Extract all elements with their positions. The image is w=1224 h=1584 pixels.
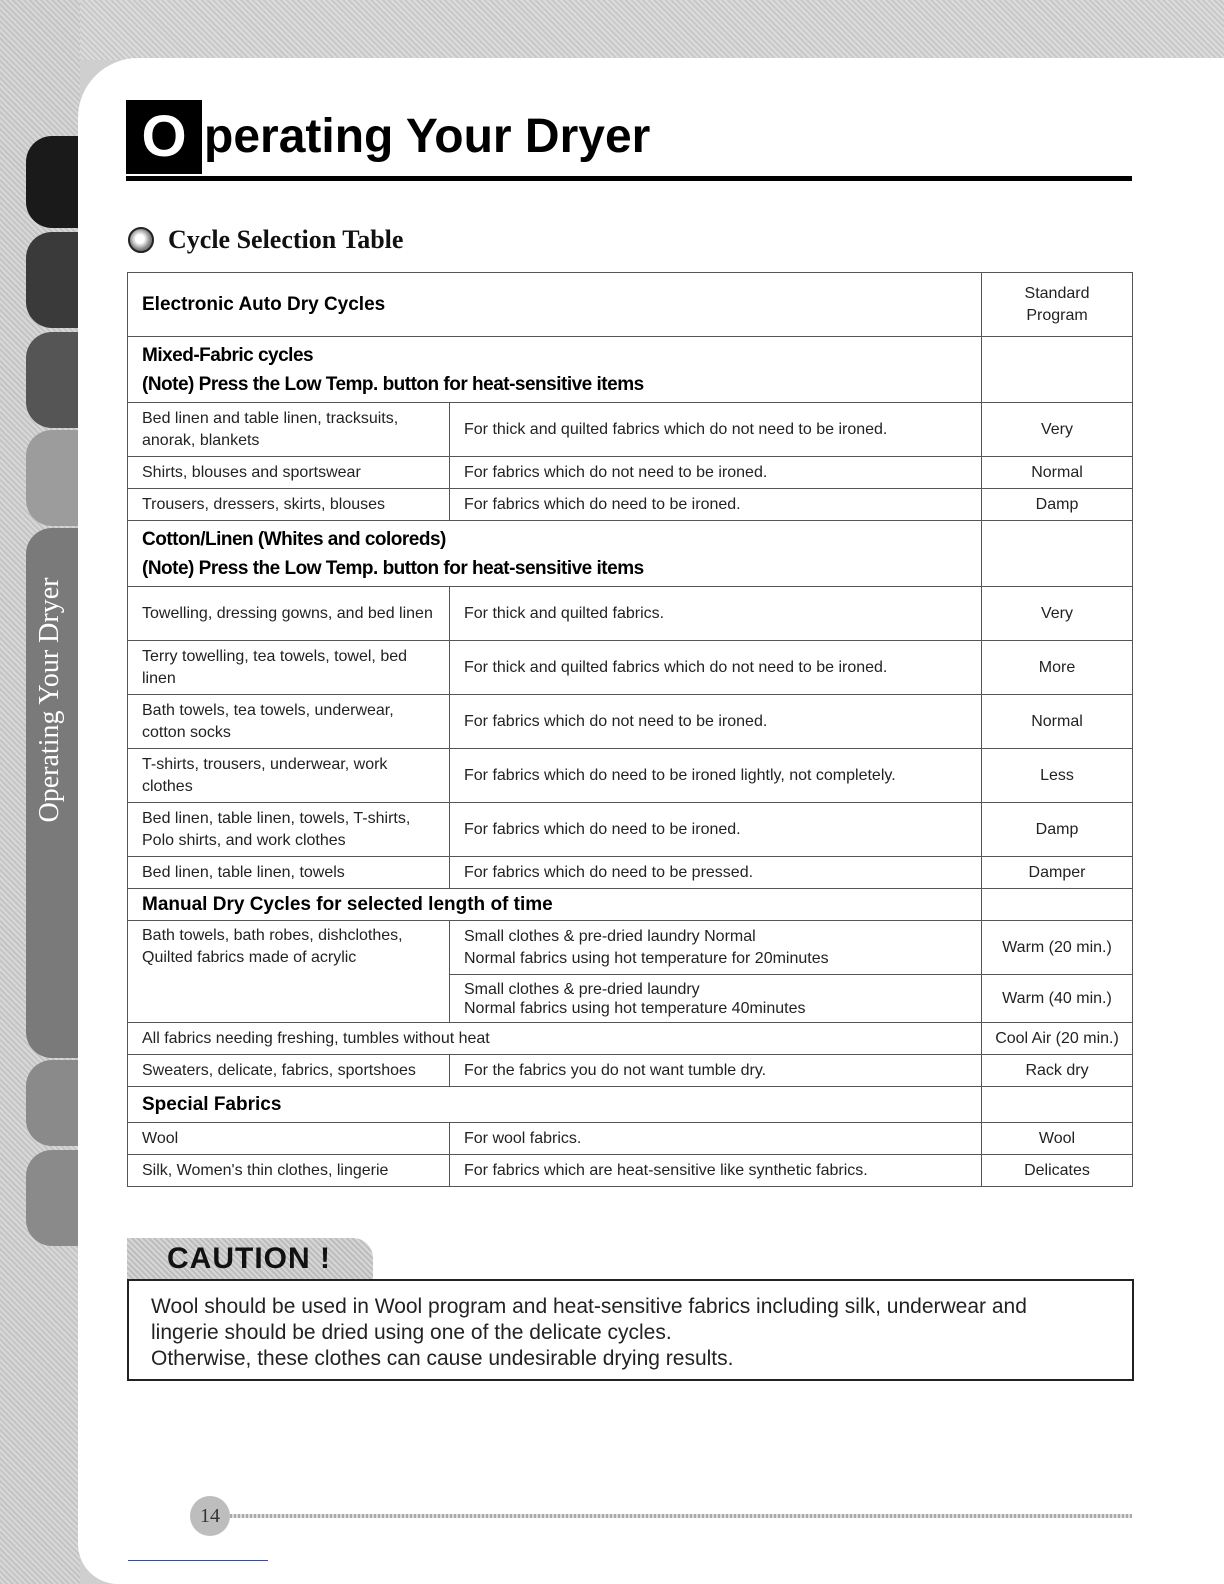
desc-cell: All fabrics needing freshing, tumbles without heat xyxy=(128,1023,982,1055)
table-row xyxy=(128,975,1133,1023)
table-row xyxy=(128,641,1133,695)
cycle-selection-table xyxy=(127,272,1133,1187)
section-cell xyxy=(128,337,982,403)
desc-cell: For fabrics which do not need to be ironed. xyxy=(450,695,982,749)
section-note: (Note) Press the Low Temp. button for heat-sensitive items xyxy=(142,373,644,395)
program-cell: Warm (40 min.) xyxy=(982,975,1133,1023)
page-number: 14 xyxy=(200,1505,220,1527)
chapter-tab xyxy=(26,1150,80,1246)
header-cell-program xyxy=(982,273,1133,337)
section-row-cotton xyxy=(128,521,1133,587)
section-title: Manual Dry Cycles for selected length of time xyxy=(128,889,982,921)
page-title xyxy=(126,100,1132,181)
section-cell xyxy=(128,521,982,587)
item-cell: Trousers, dressers, skirts, blouses xyxy=(128,489,450,521)
header-program-line: Standard xyxy=(1024,284,1090,302)
program-cell: Delicates xyxy=(982,1155,1133,1187)
chapter-tab xyxy=(26,232,80,328)
empty-cell xyxy=(982,889,1133,921)
section-title: Cycle Selection Table xyxy=(168,225,404,254)
program-cell: Less xyxy=(982,749,1133,803)
section-note: (Note) Press the Low Temp. button for heat-sensitive items xyxy=(142,557,644,579)
program-cell: Normal xyxy=(982,695,1133,749)
program-cell: Damp xyxy=(982,489,1133,521)
desc-cell xyxy=(450,975,982,1023)
program-cell: More xyxy=(982,641,1133,695)
item-cell: Silk, Women's thin clothes, lingerie xyxy=(128,1155,450,1187)
program-cell: Very xyxy=(982,587,1133,641)
section-row-special xyxy=(128,1087,1133,1123)
title-initial-box: O xyxy=(126,100,202,174)
bottom-link-underline xyxy=(128,1560,268,1561)
item-cell: T-shirts, trousers, underwear, work clothes xyxy=(128,749,450,803)
chapter-tab xyxy=(26,1060,80,1146)
program-cell: Very xyxy=(982,403,1133,457)
desc-line: Normal fabrics using hot temperature for 20minutes xyxy=(464,949,829,967)
desc-cell: For fabrics which do need to be ironed. xyxy=(450,803,982,857)
item-cell: Wool xyxy=(128,1123,450,1155)
table-row xyxy=(128,1123,1133,1155)
desc-cell: For fabrics which do not need to be ironed. xyxy=(450,457,982,489)
desc-cell: For thick and quilted fabrics which do not need to be ironed. xyxy=(450,641,982,695)
item-cell: Bed linen, table linen, towels, T-shirts, Polo shirts, and work clothes xyxy=(128,803,450,857)
caution-text-line: Otherwise, these clothes can cause undesirable drying results. xyxy=(151,1347,734,1370)
item-cell: Terry towelling, tea towels, towel, bed linen xyxy=(128,641,450,695)
side-tab-label: Operating Your Dryer xyxy=(34,577,65,823)
program-cell: Rack dry xyxy=(982,1055,1133,1087)
program-cell: Damper xyxy=(982,857,1133,889)
item-cell: Bath towels, bath robes, dishclothes, Quilted fabrics made of acrylic xyxy=(128,921,450,975)
table-row xyxy=(128,403,1133,457)
item-cell: Towelling, dressing gowns, and bed linen xyxy=(128,587,450,641)
desc-cell: For fabrics which do need to be pressed. xyxy=(450,857,982,889)
table-row xyxy=(128,1055,1133,1087)
table-row xyxy=(128,1023,1133,1055)
section-heading xyxy=(128,222,403,258)
caution-text-line: Wool should be used in Wool program and heat-sensitive fabrics including silk, underwear and xyxy=(151,1295,1027,1318)
section-row-mixed xyxy=(128,337,1133,403)
section-title: Mixed-Fabric cycles xyxy=(142,344,314,366)
desc-cell: For the fabrics you do not want tumble dry. xyxy=(450,1055,982,1087)
item-cell: Shirts, blouses and sportswear xyxy=(128,457,450,489)
section-title: Special Fabrics xyxy=(128,1087,982,1123)
bullet-icon xyxy=(128,227,154,253)
page-top-band xyxy=(0,0,1224,60)
desc-line: Small clothes & pre-dried laundry Normal xyxy=(464,927,756,945)
desc-cell: For thick and quilted fabrics which do not need to be ironed. xyxy=(450,403,982,457)
table-row xyxy=(128,1155,1133,1187)
program-cell: Normal xyxy=(982,457,1133,489)
desc-cell xyxy=(450,921,982,975)
program-cell: Warm (20 min.) xyxy=(982,921,1133,975)
table-row xyxy=(128,803,1133,857)
desc-line: Normal fabrics using hot temperature 40minutes xyxy=(464,999,806,1017)
table-row xyxy=(128,457,1133,489)
desc-cell: For fabrics which are heat-sensitive like synthetic fabrics. xyxy=(450,1155,982,1187)
desc-cell: For fabrics which do need to be ironed. xyxy=(450,489,982,521)
title-text: perating Your Dryer xyxy=(204,110,651,163)
table-row xyxy=(128,749,1133,803)
program-cell: Damp xyxy=(982,803,1133,857)
table-row xyxy=(128,489,1133,521)
caution-text-line: lingerie should be dried using one of the delicate cycles. xyxy=(151,1321,672,1344)
program-cell: Wool xyxy=(982,1123,1133,1155)
item-cell: Bath towels, tea towels, underwear, cotton socks xyxy=(128,695,450,749)
item-cell: Sweaters, delicate, fabrics, sportshoes xyxy=(128,1055,450,1087)
table-row xyxy=(128,587,1133,641)
desc-cell: For thick and quilted fabrics. xyxy=(450,587,982,641)
table-row xyxy=(128,921,1133,975)
section-row-manual xyxy=(128,889,1133,921)
item-cell-continued xyxy=(128,975,450,1023)
caution-box xyxy=(127,1279,1134,1381)
program-cell: Cool Air (20 min.) xyxy=(982,1023,1133,1055)
desc-cell: For wool fabrics. xyxy=(450,1123,982,1155)
desc-line: Small clothes & pre-dried laundry xyxy=(464,980,700,998)
chapter-tab xyxy=(26,136,80,228)
header-cell-cycles: Electronic Auto Dry Cycles xyxy=(128,273,982,337)
chapter-tab xyxy=(26,332,80,428)
footer-rule xyxy=(230,1514,1132,1518)
caution-label: CAUTION ! xyxy=(167,1242,331,1275)
caution-badge xyxy=(127,1238,373,1280)
empty-cell xyxy=(982,521,1133,587)
empty-cell xyxy=(982,337,1133,403)
table-row xyxy=(128,695,1133,749)
table-row xyxy=(128,857,1133,889)
desc-cell: For fabrics which do need to be ironed lightly, not completely. xyxy=(450,749,982,803)
item-cell: Bed linen, table linen, towels xyxy=(128,857,450,889)
table-header-row xyxy=(128,273,1133,337)
item-cell: Bed linen and table linen, tracksuits, anorak, blankets xyxy=(128,403,450,457)
header-program-line: Program xyxy=(1026,306,1088,324)
empty-cell xyxy=(982,1087,1133,1123)
section-title: Cotton/Linen (Whites and coloreds) xyxy=(142,528,446,550)
